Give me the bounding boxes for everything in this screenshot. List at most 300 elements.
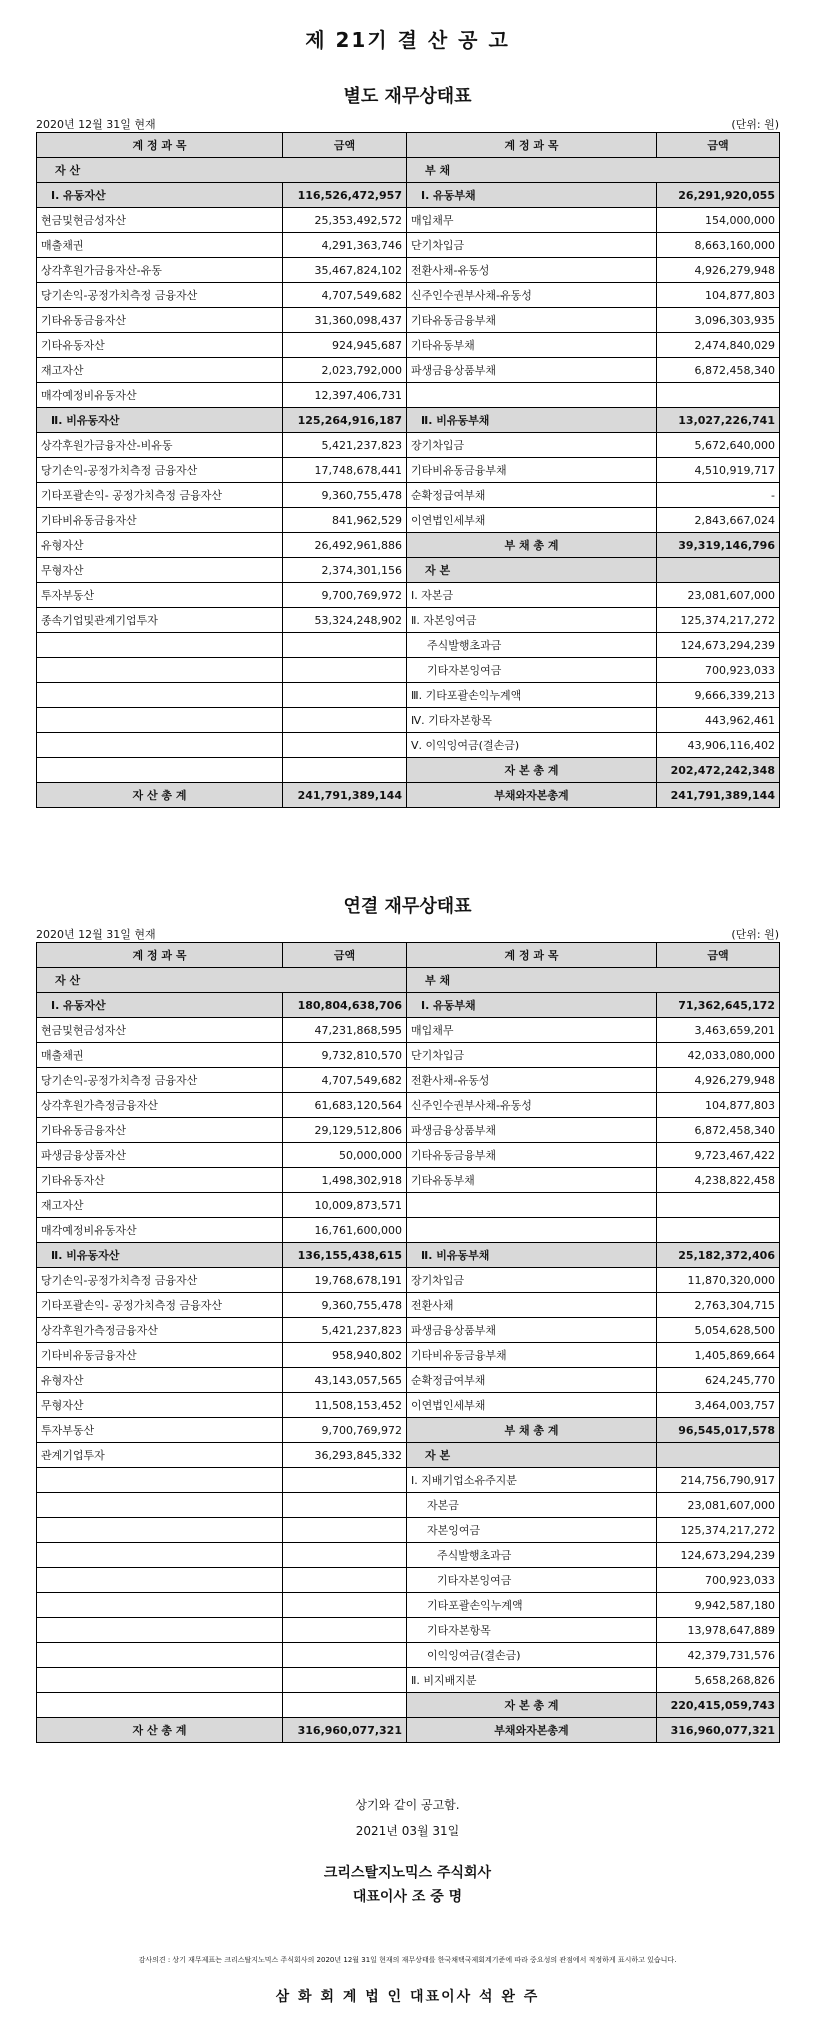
- asset-amount: 47,231,868,595: [283, 1018, 407, 1043]
- liability-equity-amount: 2,843,667,024: [657, 508, 780, 533]
- asset-amount: 958,940,802: [283, 1343, 407, 1368]
- table-row: [37, 1368, 780, 1393]
- table-row: [37, 408, 780, 433]
- liability-equity-amount: 125,374,217,272: [657, 608, 780, 633]
- asset-amount: 12,397,406,731: [283, 383, 407, 408]
- liability-equity-account: 기타자본항목: [407, 1618, 657, 1643]
- liability-equity-account: 장기차입금: [407, 433, 657, 458]
- asset-amount: 116,526,472,957: [283, 183, 407, 208]
- asset-amount: 9,700,769,972: [283, 583, 407, 608]
- table-row: [37, 583, 780, 608]
- liability-equity-account: Ⅰ. 유동부채: [407, 183, 657, 208]
- column-header: 계 정 과 목: [37, 133, 283, 158]
- asset-account: [37, 1568, 283, 1593]
- asset-account: [37, 1593, 283, 1618]
- liability-equity-amount: 71,362,645,172: [657, 993, 780, 1018]
- table-row: [37, 1043, 780, 1068]
- liability-equity-amount: 23,081,607,000: [657, 583, 780, 608]
- asset-amount: 316,960,077,321: [283, 1718, 407, 1743]
- table-row: [37, 558, 780, 583]
- asset-amount: 36,293,845,332: [283, 1443, 407, 1468]
- asset-account: [37, 1668, 283, 1693]
- column-header: 금액: [283, 133, 407, 158]
- liability-equity-amount: 96,545,017,578: [657, 1418, 780, 1443]
- asset-account: [37, 1693, 283, 1718]
- table-row: [37, 533, 780, 558]
- column-header: 계 정 과 목: [407, 133, 657, 158]
- assets-label: 자 산: [37, 968, 407, 993]
- liabilities-label: 부 채: [407, 968, 780, 993]
- asset-account: 기타비유동금융자산: [37, 1343, 283, 1368]
- asset-amount: [283, 1593, 407, 1618]
- table-row: [37, 1668, 780, 1693]
- liability-equity-account: Ⅳ. 기타자본항목: [407, 708, 657, 733]
- liability-equity-amount: 5,672,640,000: [657, 433, 780, 458]
- asset-account: [37, 1493, 283, 1518]
- liability-equity-amount: 2,474,840,029: [657, 333, 780, 358]
- liability-equity-account: 부 채 총 계: [407, 1418, 657, 1443]
- asset-amount: 26,492,961,886: [283, 533, 407, 558]
- liability-equity-amount: 3,096,303,935: [657, 308, 780, 333]
- table-row: [37, 1468, 780, 1493]
- asset-account: 매출채권: [37, 1043, 283, 1068]
- notice-date: 2021년 03월 31일: [355, 1824, 460, 1838]
- table-row: [37, 483, 780, 508]
- asset-account: 현금및현금성자산: [37, 1018, 283, 1043]
- liability-equity-account: 매입채무: [407, 1018, 657, 1043]
- table-row: [37, 1493, 780, 1518]
- asset-account: 기타유동자산: [37, 1168, 283, 1193]
- asset-account: 자 산 총 계: [37, 783, 283, 808]
- liability-equity-amount: 4,926,279,948: [657, 1068, 780, 1093]
- asset-amount: 9,700,769,972: [283, 1418, 407, 1443]
- liability-equity-amount: 39,319,146,796: [657, 533, 780, 558]
- liability-equity-account: 기타비유동금융부채: [407, 1343, 657, 1368]
- liability-equity-account: [407, 1218, 657, 1243]
- liability-equity-amount: 11,870,320,000: [657, 1268, 780, 1293]
- liability-equity-account: [407, 383, 657, 408]
- asset-account: [37, 658, 283, 683]
- liability-equity-account: 부 채 총 계: [407, 533, 657, 558]
- asset-account: [37, 1543, 283, 1568]
- asset-amount: 50,000,000: [283, 1143, 407, 1168]
- asset-amount: [283, 1493, 407, 1518]
- asset-amount: [283, 633, 407, 658]
- asset-account: 상각후원가금융자산-유동: [37, 258, 283, 283]
- table-row: [37, 708, 780, 733]
- asset-account: Ⅱ. 비유동자산: [37, 1243, 283, 1268]
- asset-amount: 1,498,302,918: [283, 1168, 407, 1193]
- liability-equity-account: 전환사채-유동성: [407, 258, 657, 283]
- liability-equity-amount: -: [657, 483, 780, 508]
- liability-equity-account: Ⅱ. 자본잉여금: [407, 608, 657, 633]
- liability-equity-amount: 700,923,033: [657, 1568, 780, 1593]
- asset-account: 매출채권: [37, 233, 283, 258]
- asset-amount: [283, 1468, 407, 1493]
- table-row: [37, 1518, 780, 1543]
- asset-amount: 9,360,755,478: [283, 483, 407, 508]
- column-header: 금액: [657, 133, 780, 158]
- asset-account: [37, 1643, 283, 1668]
- separate-unit: (단위: 원): [731, 118, 779, 131]
- asset-account: [37, 1468, 283, 1493]
- separate-title: 별도 재무상태표: [343, 86, 472, 107]
- asset-account: [37, 733, 283, 758]
- liability-equity-amount: 700,923,033: [657, 658, 780, 683]
- table-row: [37, 758, 780, 783]
- liability-equity-amount: 2,763,304,715: [657, 1293, 780, 1318]
- table-row: [37, 183, 780, 208]
- asset-account: [37, 1618, 283, 1643]
- asset-account: 당기손익-공정가치측정 금융자산: [37, 458, 283, 483]
- liability-equity-amount: 220,415,059,743: [657, 1693, 780, 1718]
- asset-amount: 17,748,678,441: [283, 458, 407, 483]
- asset-amount: 125,264,916,187: [283, 408, 407, 433]
- liability-equity-amount: 23,081,607,000: [657, 1493, 780, 1518]
- table-row: [37, 1193, 780, 1218]
- asset-account: [37, 758, 283, 783]
- asset-amount: 4,707,549,682: [283, 1068, 407, 1093]
- asset-amount: [283, 1668, 407, 1693]
- liability-equity-account: 자 본 총 계: [407, 758, 657, 783]
- asset-account: 현금및현금성자산: [37, 208, 283, 233]
- liability-equity-amount: 42,379,731,576: [657, 1643, 780, 1668]
- assets-label: 자 산: [37, 158, 407, 183]
- asset-amount: 9,732,810,570: [283, 1043, 407, 1068]
- asset-account: 상각후원가측정금융자산: [37, 1318, 283, 1343]
- table-row: [37, 1268, 780, 1293]
- table-row: [37, 1343, 780, 1368]
- asset-amount: [283, 733, 407, 758]
- liability-equity-account: Ⅴ. 이익잉여금(결손금): [407, 733, 657, 758]
- liability-equity-account: [407, 1193, 657, 1218]
- asset-account: 자 산 총 계: [37, 1718, 283, 1743]
- asset-account: 투자부동산: [37, 583, 283, 608]
- table-row: [37, 358, 780, 383]
- liability-equity-amount: 443,962,461: [657, 708, 780, 733]
- asset-account: 기타비유동금융자산: [37, 508, 283, 533]
- asset-amount: 19,768,678,191: [283, 1268, 407, 1293]
- table-row: [37, 993, 780, 1018]
- table-row: [37, 1018, 780, 1043]
- liability-equity-amount: 624,245,770: [657, 1368, 780, 1393]
- asset-amount: 2,374,301,156: [283, 558, 407, 583]
- ceo-name: 대표이사 조 중 명: [352, 1889, 463, 1905]
- asset-account: 기타포괄손익- 공정가치측정 금융자산: [37, 483, 283, 508]
- asset-account: 관계기업투자: [37, 1443, 283, 1468]
- liability-equity-amount: 125,374,217,272: [657, 1518, 780, 1543]
- asset-account: 재고자산: [37, 1193, 283, 1218]
- liability-equity-account: 자 본: [407, 558, 657, 583]
- section-row: [37, 968, 780, 993]
- table-row: [37, 1093, 780, 1118]
- liability-equity-amount: 42,033,080,000: [657, 1043, 780, 1068]
- liability-equity-amount: 104,877,803: [657, 1093, 780, 1118]
- liability-equity-amount: 6,872,458,340: [657, 358, 780, 383]
- asset-account: 매각예정비유동자산: [37, 1218, 283, 1243]
- asset-account: [37, 1518, 283, 1543]
- asset-account: 당기손익-공정가치측정 금융자산: [37, 283, 283, 308]
- company-name: 크리스탈지노믹스 주식회사: [323, 1865, 492, 1881]
- liability-equity-account: 기타자본잉여금: [407, 658, 657, 683]
- asset-amount: 61,683,120,564: [283, 1093, 407, 1118]
- liability-equity-account: 기타유동부채: [407, 1168, 657, 1193]
- table-row: [37, 308, 780, 333]
- liability-equity-account: 순확정급여부채: [407, 483, 657, 508]
- asset-account: [37, 633, 283, 658]
- asset-amount: 841,962,529: [283, 508, 407, 533]
- asset-account: 기타포괄손익- 공정가치측정 금융자산: [37, 1293, 283, 1318]
- liability-equity-amount: 104,877,803: [657, 283, 780, 308]
- table-row: [37, 258, 780, 283]
- liability-equity-account: 기타유동부채: [407, 333, 657, 358]
- asset-account: Ⅰ. 유동자산: [37, 183, 283, 208]
- asset-account: 무형자산: [37, 1393, 283, 1418]
- liability-equity-amount: [657, 383, 780, 408]
- liability-equity-amount: 4,926,279,948: [657, 258, 780, 283]
- liability-equity-account: 전환사채: [407, 1293, 657, 1318]
- liability-equity-account: 매입채무: [407, 208, 657, 233]
- column-header: 계 정 과 목: [407, 943, 657, 968]
- liability-equity-amount: 214,756,790,917: [657, 1468, 780, 1493]
- asset-amount: 29,129,512,806: [283, 1118, 407, 1143]
- asset-amount: 4,291,363,746: [283, 233, 407, 258]
- table-row: [37, 783, 780, 808]
- liability-equity-account: 주식발행초과금: [407, 1543, 657, 1568]
- asset-account: 투자부동산: [37, 1418, 283, 1443]
- asset-account: 기타유동금융자산: [37, 1118, 283, 1143]
- asset-account: 기타유동금융자산: [37, 308, 283, 333]
- asset-account: [37, 683, 283, 708]
- liability-equity-account: Ⅲ. 기타포괄손익누계액: [407, 683, 657, 708]
- asset-account: 상각후원가금융자산-비유동: [37, 433, 283, 458]
- liability-equity-amount: 13,027,226,741: [657, 408, 780, 433]
- liability-equity-account: Ⅰ. 지배기업소유주지분: [407, 1468, 657, 1493]
- asset-account: 무형자산: [37, 558, 283, 583]
- asset-amount: 25,353,492,572: [283, 208, 407, 233]
- liability-equity-account: 전환사채-유동성: [407, 1068, 657, 1093]
- liability-equity-amount: 9,666,339,213: [657, 683, 780, 708]
- asset-amount: [283, 1543, 407, 1568]
- table-row: [37, 1118, 780, 1143]
- asset-account: 당기손익-공정가치측정 금융자산: [37, 1268, 283, 1293]
- consolidated-balance-sheet: [36, 942, 780, 1743]
- asset-amount: 31,360,098,437: [283, 308, 407, 333]
- asset-amount: 136,155,438,615: [283, 1243, 407, 1268]
- asset-account: [37, 708, 283, 733]
- asset-account: 기타유동자산: [37, 333, 283, 358]
- liability-equity-account: 자본잉여금: [407, 1518, 657, 1543]
- asset-amount: [283, 658, 407, 683]
- table-row: [37, 633, 780, 658]
- liability-equity-account: 이연법인세부채: [407, 508, 657, 533]
- table-row: [37, 458, 780, 483]
- table-row: [37, 508, 780, 533]
- asset-amount: 9,360,755,478: [283, 1293, 407, 1318]
- table-row: [37, 658, 780, 683]
- liability-equity-amount: 3,464,003,757: [657, 1393, 780, 1418]
- table-row: [37, 333, 780, 358]
- audit-opinion: 감사의견 : 상기 재무제표는 크리스탈지노믹스 주식회사의 2020년 12월 31일 현재의 재무상태를 한국채택국제회계기준에 따라 중요성의 관점에서 적정하게 표시하고 있습니다.: [138, 1956, 677, 1964]
- liability-equity-amount: 154,000,000: [657, 208, 780, 233]
- table-row: [37, 208, 780, 233]
- liability-equity-account: 신주인수권부사채-유동성: [407, 283, 657, 308]
- liability-equity-amount: 1,405,869,664: [657, 1343, 780, 1368]
- liability-equity-amount: [657, 1443, 780, 1468]
- asset-amount: [283, 683, 407, 708]
- liability-equity-account: Ⅱ. 비유동부채: [407, 408, 657, 433]
- column-header: 금액: [657, 943, 780, 968]
- asset-amount: [283, 708, 407, 733]
- table-row: [37, 608, 780, 633]
- separate-balance-sheet: [36, 132, 780, 808]
- table-row: [37, 733, 780, 758]
- table-row: [37, 233, 780, 258]
- auditor-name: 삼 화 회 계 법 인 대표이사 석 완 주: [275, 1989, 540, 2005]
- liability-equity-account: 자본금: [407, 1493, 657, 1518]
- asset-amount: 35,467,824,102: [283, 258, 407, 283]
- liability-equity-amount: 4,510,919,717: [657, 458, 780, 483]
- liability-equity-amount: [657, 1218, 780, 1243]
- table-row: [37, 1593, 780, 1618]
- asset-amount: 16,761,600,000: [283, 1218, 407, 1243]
- liability-equity-account: 파생금융상품부채: [407, 1318, 657, 1343]
- liability-equity-amount: 25,182,372,406: [657, 1243, 780, 1268]
- liability-equity-account: 이연법인세부채: [407, 1393, 657, 1418]
- liability-equity-amount: 316,960,077,321: [657, 1718, 780, 1743]
- table-row: [37, 1543, 780, 1568]
- asset-amount: 43,143,057,565: [283, 1368, 407, 1393]
- table-row: [37, 1143, 780, 1168]
- asset-amount: [283, 1568, 407, 1593]
- asset-amount: 4,707,549,682: [283, 283, 407, 308]
- asset-amount: [283, 1643, 407, 1668]
- table-row: [37, 1418, 780, 1443]
- asset-account: Ⅱ. 비유동자산: [37, 408, 283, 433]
- liability-equity-amount: 26,291,920,055: [657, 183, 780, 208]
- liability-equity-account: 기타유동금융부채: [407, 308, 657, 333]
- liability-equity-account: 기타유동금융부채: [407, 1143, 657, 1168]
- column-header: 계 정 과 목: [37, 943, 283, 968]
- liability-equity-amount: 124,673,294,239: [657, 633, 780, 658]
- column-header: 금액: [283, 943, 407, 968]
- liability-equity-account: 파생금융상품부채: [407, 358, 657, 383]
- notice-title: 제 21기 결 산 공 고: [305, 28, 510, 52]
- liability-equity-amount: [657, 1193, 780, 1218]
- liability-equity-amount: 43,906,116,402: [657, 733, 780, 758]
- liability-equity-account: 장기차입금: [407, 1268, 657, 1293]
- asset-amount: 10,009,873,571: [283, 1193, 407, 1218]
- asset-account: 재고자산: [37, 358, 283, 383]
- liability-equity-amount: 3,463,659,201: [657, 1018, 780, 1043]
- table-header: [37, 133, 780, 158]
- asset-account: 파생금융상품자산: [37, 1143, 283, 1168]
- table-row: [37, 1643, 780, 1668]
- asset-account: Ⅰ. 유동자산: [37, 993, 283, 1018]
- liability-equity-amount: 5,658,268,826: [657, 1668, 780, 1693]
- liability-equity-account: Ⅱ. 비지배지분: [407, 1668, 657, 1693]
- asset-account: 매각예정비유동자산: [37, 383, 283, 408]
- liability-equity-amount: 202,472,242,348: [657, 758, 780, 783]
- liability-equity-account: 기타자본잉여금: [407, 1568, 657, 1593]
- asset-amount: 5,421,237,823: [283, 433, 407, 458]
- liability-equity-amount: 13,978,647,889: [657, 1618, 780, 1643]
- liability-equity-account: 파생금융상품부채: [407, 1118, 657, 1143]
- asset-amount: 11,508,153,452: [283, 1393, 407, 1418]
- table-row: [37, 1243, 780, 1268]
- liability-equity-amount: 241,791,389,144: [657, 783, 780, 808]
- table-row: [37, 1393, 780, 1418]
- liability-equity-amount: 8,663,160,000: [657, 233, 780, 258]
- table-row: [37, 1568, 780, 1593]
- asset-account: 상각후원가측정금융자산: [37, 1093, 283, 1118]
- table-row: [37, 1293, 780, 1318]
- table-row: [37, 1443, 780, 1468]
- asset-amount: 241,791,389,144: [283, 783, 407, 808]
- table-row: [37, 1618, 780, 1643]
- asset-amount: 924,945,687: [283, 333, 407, 358]
- asset-amount: [283, 1693, 407, 1718]
- liability-equity-account: 단기차입금: [407, 1043, 657, 1068]
- asset-account: 종속기업및관계기업투자: [37, 608, 283, 633]
- liability-equity-account: 주식발행초과금: [407, 633, 657, 658]
- table-row: [37, 1218, 780, 1243]
- consolidated-date: 2020년 12월 31일 현재: [36, 928, 156, 941]
- table-row: [37, 1693, 780, 1718]
- asset-amount: 5,421,237,823: [283, 1318, 407, 1343]
- consolidated-title: 연결 재무상태표: [343, 896, 472, 917]
- liability-equity-amount: [657, 558, 780, 583]
- table-row: [37, 1718, 780, 1743]
- asset-amount: 53,324,248,902: [283, 608, 407, 633]
- asset-amount: [283, 1618, 407, 1643]
- asset-amount: 2,023,792,000: [283, 358, 407, 383]
- liability-equity-account: 신주인수권부사채-유동성: [407, 1093, 657, 1118]
- liability-equity-amount: 9,942,587,180: [657, 1593, 780, 1618]
- table-row: [37, 1068, 780, 1093]
- table-row: [37, 1318, 780, 1343]
- table-row: [37, 1168, 780, 1193]
- liability-equity-account: 부채와자본총계: [407, 1718, 657, 1743]
- notice-text: 상기와 같이 공고함.: [355, 1798, 460, 1812]
- liability-equity-account: 단기차입금: [407, 233, 657, 258]
- liability-equity-account: Ⅰ. 유동부채: [407, 993, 657, 1018]
- table-row: [37, 433, 780, 458]
- asset-amount: 180,804,638,706: [283, 993, 407, 1018]
- asset-amount: [283, 1518, 407, 1543]
- asset-account: 당기손익-공정가치측정 금융자산: [37, 1068, 283, 1093]
- separate-date: 2020년 12월 31일 현재: [36, 118, 156, 131]
- liability-equity-account: 순확정급여부채: [407, 1368, 657, 1393]
- liability-equity-amount: 6,872,458,340: [657, 1118, 780, 1143]
- liability-equity-account: 자 본: [407, 1443, 657, 1468]
- consolidated-unit: (단위: 원): [731, 928, 779, 941]
- liability-equity-account: 기타비유동금융부채: [407, 458, 657, 483]
- table-row: [37, 683, 780, 708]
- liability-equity-amount: 5,054,628,500: [657, 1318, 780, 1343]
- table-row: [37, 283, 780, 308]
- liability-equity-account: 기타포괄손익누계액: [407, 1593, 657, 1618]
- table-header: [37, 943, 780, 968]
- section-row: [37, 158, 780, 183]
- liability-equity-amount: 4,238,822,458: [657, 1168, 780, 1193]
- liability-equity-account: 이익잉여금(결손금): [407, 1643, 657, 1668]
- table-row: [37, 383, 780, 408]
- liability-equity-amount: 9,723,467,422: [657, 1143, 780, 1168]
- liability-equity-account: 자 본 총 계: [407, 1693, 657, 1718]
- asset-account: 유형자산: [37, 533, 283, 558]
- liability-equity-account: 부채와자본총계: [407, 783, 657, 808]
